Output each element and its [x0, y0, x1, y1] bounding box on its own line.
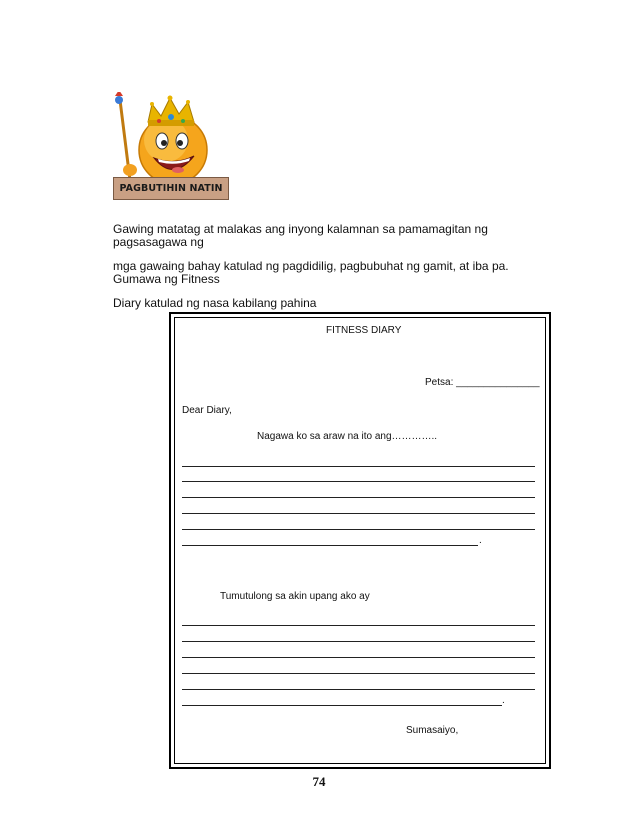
writing-line: [182, 673, 535, 674]
writing-line: [182, 529, 535, 530]
diary-greeting: Dear Diary,: [182, 405, 232, 416]
line-end-period: .: [479, 535, 482, 546]
writing-line: [182, 545, 478, 546]
diary-date-field: Petsa: _______________: [425, 377, 540, 388]
intro-paragraph-2: mga gawaing bahay katulad ng pagdidilig, pagbubuhat ng gamit, at iba pa. Gumawa ng Fitness: [113, 259, 509, 286]
writing-line: [182, 497, 535, 498]
writing-line: [182, 481, 535, 482]
writing-line: [182, 641, 535, 642]
page-number: 74: [312, 774, 326, 789]
writing-line: [182, 513, 535, 514]
diary-title: FITNESS DIARY: [326, 325, 402, 336]
diary-prompt-helps: Tumutulong sa akin upang ako ay: [220, 591, 370, 602]
intro-paragraph-3: Diary katulad ng nasa kabilang pahina: [113, 296, 317, 310]
diary-closing: Sumasaiyo,: [406, 725, 459, 736]
diary-prompt-activities: Nagawa ko sa araw na ito ang…………..: [257, 431, 438, 442]
writing-line: [182, 657, 535, 658]
intro-paragraph-1: Gawing matatag at malakas ang inyong kalamnan sa pamamagitan ng pagsasagawa ng: [113, 222, 488, 249]
writing-line: [182, 689, 535, 690]
section-banner-label: PAGBUTIHIN NATIN: [119, 183, 223, 194]
writing-line: [182, 625, 535, 626]
line-end-period: .: [502, 695, 505, 706]
writing-line: [182, 705, 502, 706]
writing-line: [182, 466, 535, 467]
section-banner: [113, 177, 229, 200]
